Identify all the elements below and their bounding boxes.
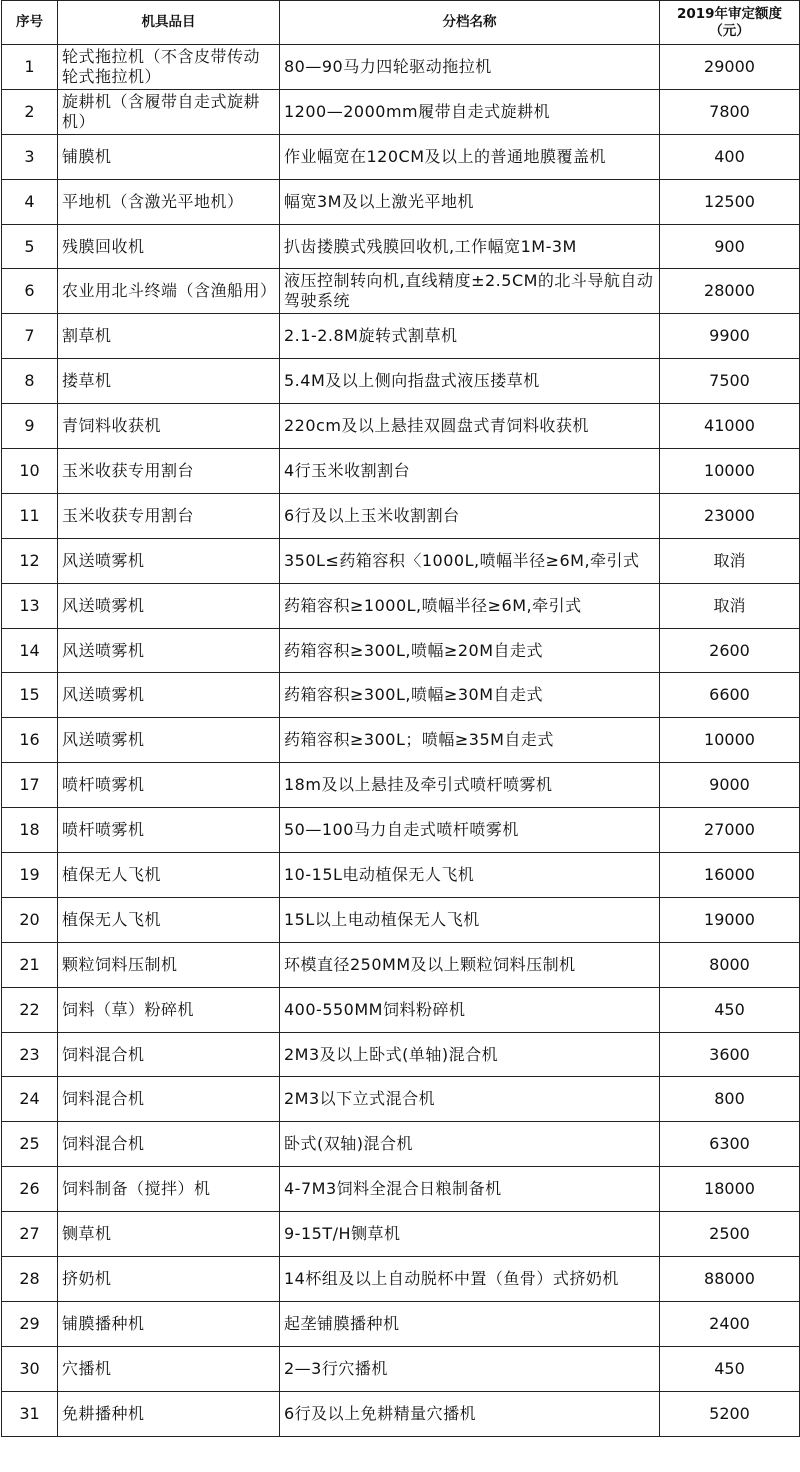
row-item: 饲料制备（搅拌）机 (58, 1167, 280, 1212)
row-item: 风送喷雾机 (58, 718, 280, 763)
row-index: 17 (2, 763, 58, 808)
row-index: 5 (2, 224, 58, 269)
row-spec: 10-15L电动植保无人飞机 (280, 853, 660, 898)
table-row (2, 942, 800, 987)
row-spec: 环模直径250MM及以上颗粒饲料压制机 (280, 942, 660, 987)
row-index: 1 (2, 45, 58, 90)
row-index: 27 (2, 1212, 58, 1257)
table-row (2, 1301, 800, 1346)
row-spec: 作业幅宽在120CM及以上的普通地膜覆盖机 (280, 134, 660, 179)
row-amount: 2400 (660, 1301, 800, 1346)
row-index: 9 (2, 404, 58, 449)
row-item: 饲料混合机 (58, 1122, 280, 1167)
row-amount: 400 (660, 134, 800, 179)
row-amount: 2600 (660, 628, 800, 673)
row-index: 12 (2, 538, 58, 583)
row-amount: 29000 (660, 45, 800, 90)
row-item: 风送喷雾机 (58, 673, 280, 718)
row-amount: 41000 (660, 404, 800, 449)
table-header-row (2, 1, 800, 45)
row-amount: 取消 (660, 583, 800, 628)
row-item: 穴播机 (58, 1346, 280, 1391)
row-index: 23 (2, 1032, 58, 1077)
row-index: 14 (2, 628, 58, 673)
row-spec: 4-7M3饲料全混合日粮制备机 (280, 1167, 660, 1212)
row-item: 铡草机 (58, 1212, 280, 1257)
row-item: 免耕播种机 (58, 1391, 280, 1436)
table-row (2, 449, 800, 494)
row-amount: 3600 (660, 1032, 800, 1077)
row-amount: 18000 (660, 1167, 800, 1212)
row-spec: 幅宽3M及以上激光平地机 (280, 179, 660, 224)
row-item: 风送喷雾机 (58, 583, 280, 628)
table-row (2, 987, 800, 1032)
table-row (2, 808, 800, 853)
row-item: 玉米收获专用割台 (58, 493, 280, 538)
row-index: 25 (2, 1122, 58, 1167)
subsidy-table (1, 0, 800, 1437)
row-spec: 5.4M及以上侧向指盘式液压搂草机 (280, 359, 660, 404)
header-item: 机具品目 (58, 1, 280, 45)
header-spec: 分档名称 (280, 1, 660, 45)
row-spec: 2M3以下立式混合机 (280, 1077, 660, 1122)
row-amount: 27000 (660, 808, 800, 853)
table-row (2, 1257, 800, 1302)
row-amount: 88000 (660, 1257, 800, 1302)
row-index: 16 (2, 718, 58, 763)
row-index: 21 (2, 942, 58, 987)
row-spec: 14杯组及以上自动脱杯中置（鱼骨）式挤奶机 (280, 1257, 660, 1302)
row-amount: 28000 (660, 269, 800, 314)
row-amount: 8000 (660, 942, 800, 987)
row-spec: 9-15T/H铡草机 (280, 1212, 660, 1257)
table-row (2, 1346, 800, 1391)
row-spec: 6行及以上玉米收割割台 (280, 493, 660, 538)
table-row (2, 897, 800, 942)
row-spec: 18m及以上悬挂及牵引式喷杆喷雾机 (280, 763, 660, 808)
table-row (2, 269, 800, 314)
table-row (2, 538, 800, 583)
row-item: 风送喷雾机 (58, 538, 280, 583)
row-index: 3 (2, 134, 58, 179)
table-row (2, 134, 800, 179)
row-amount: 7800 (660, 89, 800, 134)
row-index: 8 (2, 359, 58, 404)
row-index: 31 (2, 1391, 58, 1436)
row-item: 植保无人飞机 (58, 853, 280, 898)
row-index: 4 (2, 179, 58, 224)
table-row (2, 89, 800, 134)
row-spec: 液压控制转向机,直线精度±2.5CM的北斗导航自动驾驶系统 (280, 269, 660, 314)
table-row (2, 1167, 800, 1212)
row-spec: 220cm及以上悬挂双圆盘式青饲料收获机 (280, 404, 660, 449)
row-index: 2 (2, 89, 58, 134)
table-row (2, 628, 800, 673)
row-amount: 19000 (660, 897, 800, 942)
row-index: 24 (2, 1077, 58, 1122)
row-index: 29 (2, 1301, 58, 1346)
row-item: 挤奶机 (58, 1257, 280, 1302)
table-row (2, 314, 800, 359)
row-index: 19 (2, 853, 58, 898)
row-spec: 扒齿搂膜式残膜回收机,工作幅宽1M-3M (280, 224, 660, 269)
table-row (2, 853, 800, 898)
row-item: 搂草机 (58, 359, 280, 404)
row-amount: 2500 (660, 1212, 800, 1257)
row-item: 喷杆喷雾机 (58, 763, 280, 808)
row-index: 26 (2, 1167, 58, 1212)
row-spec: 2M3及以上卧式(单轴)混合机 (280, 1032, 660, 1077)
row-item: 轮式拖拉机（不含皮带传动轮式拖拉机） (58, 45, 280, 90)
row-amount: 450 (660, 1346, 800, 1391)
row-item: 颗粒饲料压制机 (58, 942, 280, 987)
row-index: 7 (2, 314, 58, 359)
row-spec: 1200—2000mm履带自走式旋耕机 (280, 89, 660, 134)
table-row (2, 1391, 800, 1436)
row-index: 22 (2, 987, 58, 1032)
table-row (2, 673, 800, 718)
row-spec: 50—100马力自走式喷杆喷雾机 (280, 808, 660, 853)
row-amount: 取消 (660, 538, 800, 583)
row-item: 饲料混合机 (58, 1032, 280, 1077)
table-row (2, 359, 800, 404)
row-amount: 10000 (660, 718, 800, 763)
row-index: 28 (2, 1257, 58, 1302)
row-item: 平地机（含激光平地机） (58, 179, 280, 224)
table-row (2, 1032, 800, 1077)
row-index: 20 (2, 897, 58, 942)
row-item: 玉米收获专用割台 (58, 449, 280, 494)
table-row (2, 1212, 800, 1257)
row-amount: 450 (660, 987, 800, 1032)
row-spec: 药箱容积≥300L,喷幅≥20M自走式 (280, 628, 660, 673)
row-spec: 卧式(双轴)混合机 (280, 1122, 660, 1167)
row-item: 喷杆喷雾机 (58, 808, 280, 853)
row-amount: 10000 (660, 449, 800, 494)
row-index: 15 (2, 673, 58, 718)
row-index: 10 (2, 449, 58, 494)
row-amount: 7500 (660, 359, 800, 404)
row-item: 农业用北斗终端（含渔船用） (58, 269, 280, 314)
row-item: 铺膜机 (58, 134, 280, 179)
row-spec: 药箱容积≥300L；喷幅≥35M自走式 (280, 718, 660, 763)
row-amount: 6300 (660, 1122, 800, 1167)
row-index: 13 (2, 583, 58, 628)
row-item: 饲料（草）粉碎机 (58, 987, 280, 1032)
table-row (2, 404, 800, 449)
row-spec: 2.1-2.8M旋转式割草机 (280, 314, 660, 359)
row-spec: 药箱容积≥300L,喷幅≥30M自走式 (280, 673, 660, 718)
row-spec: 350L≤药箱容积〈1000L,喷幅半径≥6M,牵引式 (280, 538, 660, 583)
row-spec: 药箱容积≥1000L,喷幅半径≥6M,牵引式 (280, 583, 660, 628)
table-row (2, 45, 800, 90)
table-row (2, 179, 800, 224)
table-row (2, 718, 800, 763)
header-amount: 2019年审定额度（元） (660, 1, 800, 45)
row-index: 6 (2, 269, 58, 314)
table-row (2, 493, 800, 538)
row-spec: 400-550MM饲料粉碎机 (280, 987, 660, 1032)
row-index: 11 (2, 493, 58, 538)
row-item: 铺膜播种机 (58, 1301, 280, 1346)
row-item: 植保无人飞机 (58, 897, 280, 942)
row-amount: 900 (660, 224, 800, 269)
row-amount: 23000 (660, 493, 800, 538)
row-amount: 16000 (660, 853, 800, 898)
table-row (2, 224, 800, 269)
row-amount: 5200 (660, 1391, 800, 1436)
table-row (2, 1122, 800, 1167)
row-item: 旋耕机（含履带自走式旋耕机） (58, 89, 280, 134)
row-item: 风送喷雾机 (58, 628, 280, 673)
row-spec: 80—90马力四轮驱动拖拉机 (280, 45, 660, 90)
row-amount: 800 (660, 1077, 800, 1122)
header-index: 序号 (2, 1, 58, 45)
row-spec: 15L以上电动植保无人飞机 (280, 897, 660, 942)
row-item: 割草机 (58, 314, 280, 359)
row-amount: 9900 (660, 314, 800, 359)
table-row (2, 583, 800, 628)
row-amount: 6600 (660, 673, 800, 718)
table-row (2, 763, 800, 808)
row-spec: 4行玉米收割割台 (280, 449, 660, 494)
row-spec: 6行及以上免耕精量穴播机 (280, 1391, 660, 1436)
row-item: 青饲料收获机 (58, 404, 280, 449)
row-spec: 2—3行穴播机 (280, 1346, 660, 1391)
row-item: 残膜回收机 (58, 224, 280, 269)
row-item: 饲料混合机 (58, 1077, 280, 1122)
row-index: 18 (2, 808, 58, 853)
row-amount: 9000 (660, 763, 800, 808)
row-spec: 起垄铺膜播种机 (280, 1301, 660, 1346)
row-index: 30 (2, 1346, 58, 1391)
row-amount: 12500 (660, 179, 800, 224)
table-row (2, 1077, 800, 1122)
